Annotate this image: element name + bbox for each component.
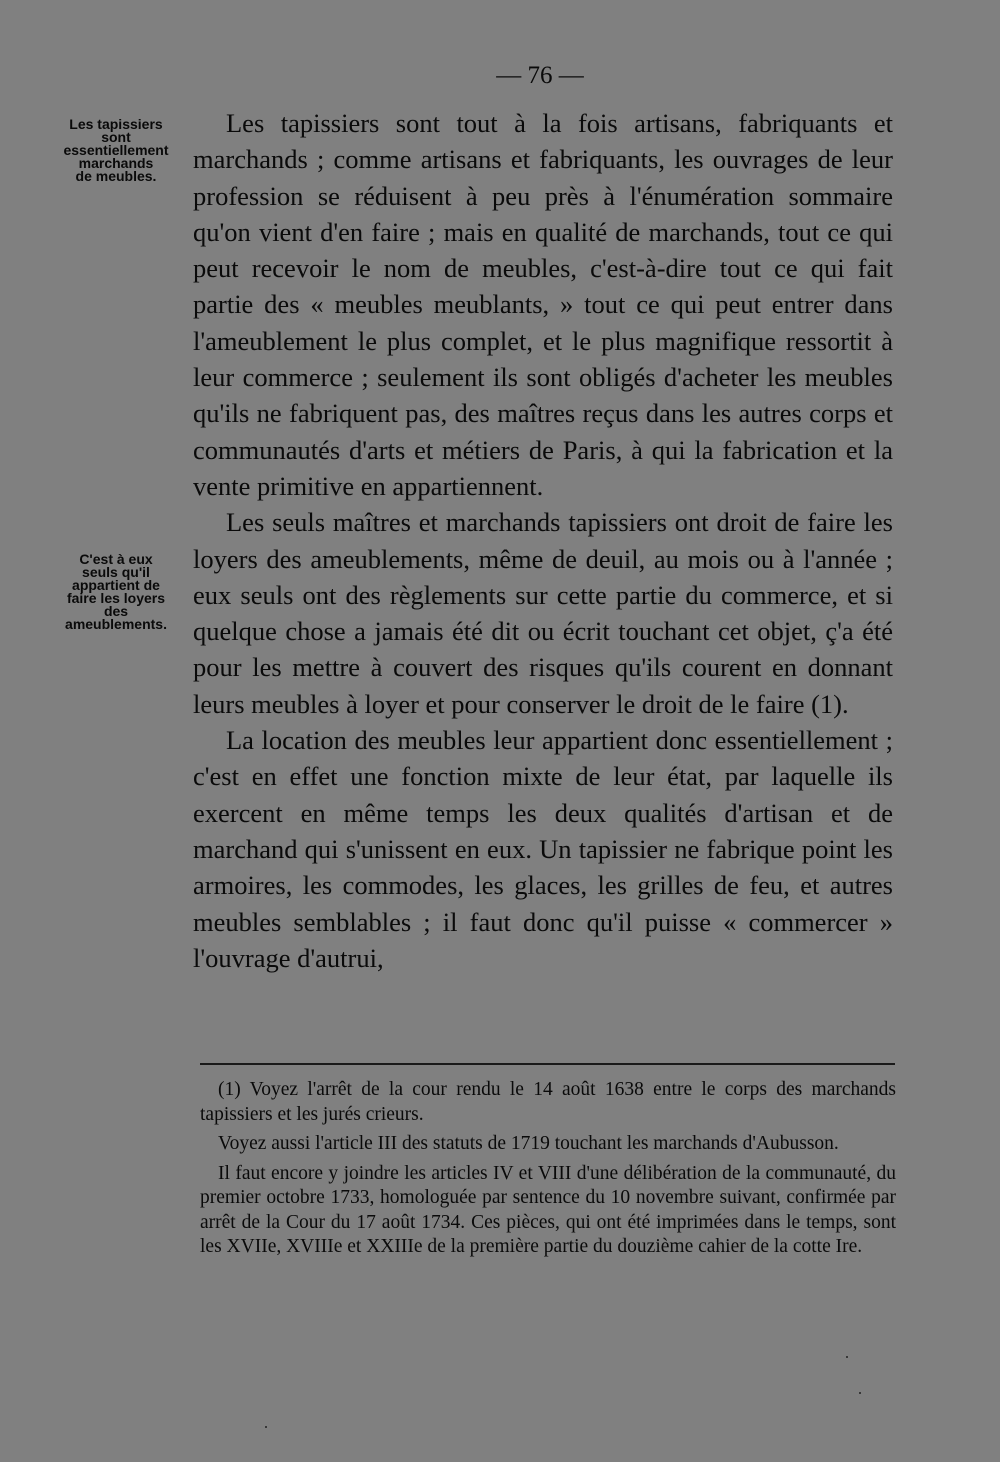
footnote: Voyez aussi l'article III des statuts de 1719 touchant les marchands d'Aubusson. xyxy=(218,1133,839,1154)
margin-note-line: de meubles. xyxy=(75,168,157,184)
body-text xyxy=(193,105,893,976)
margin-note-line: appartient de xyxy=(72,577,160,593)
margin-note-line: marchands xyxy=(78,155,154,171)
margin-note-tapissiers-marchands xyxy=(46,118,186,183)
footnote-separator xyxy=(200,1063,895,1065)
body-paragraph: La location des meubles leur appartient donc essentiellement ; c'est en effet une fonction mixte de leur état, par laquelle ils exercent en même temps les deux qualités d'artisan et de marchand qui s'unissent en eux. Un tapissier ne fabrique point les armoires, les commodes, les glaces, les grilles de feu, et autres meubles semblables ; il faut donc qu'il puisse « commercer » l'ouvrage d'autrui, xyxy=(193,725,893,973)
margin-note-line: seuls qu'il xyxy=(82,564,150,580)
margin-note-line: essentiellement xyxy=(63,142,169,158)
paper-speck xyxy=(859,1392,861,1394)
page-number: — 76 — xyxy=(496,62,584,89)
footnote: Il faut encore y joindre les articles IV et VIII d'une délibération de la communauté, du premier octobre 1733, homologuée par sentence du 10 novembre suivant, confirmée par arrêt de la Cour du 17 août 1734. Ces pièces, qui ont été imprimées dans le temps, sont les XVIIe, XVIIIe et XXIIIe de la première partie du douzième cahier de la cotte Ire. xyxy=(200,1162,896,1257)
margin-note-line: Les tapissiers xyxy=(69,116,163,132)
body-paragraph: Les seuls maîtres et marchands tapissiers ont droit de faire les loyers des ameublements, même de deuil, au mois ou à l'année ; eux seuls ont des règlements sur cette partie du commerce, et si quelque chose a jamais été dit ou écrit touchant cet objet, ç'a été pour les mettre à couvert des risques qu'ils courent en donnant leurs meubles à loyer et pour conserver le droit de le faire (1). xyxy=(193,507,893,719)
margin-note-line: faire les loyers xyxy=(66,590,166,606)
footnote: (1) Voyez l'arrêt de la cour rendu le 14 août 1638 entre le corps des marchands tapissiers et les jurés crieurs. xyxy=(200,1079,896,1125)
margin-note-loyers-ameublements xyxy=(46,553,186,631)
paper-speck xyxy=(265,1426,267,1428)
paper-speck xyxy=(846,1356,848,1358)
margin-note-line: sont xyxy=(101,129,131,145)
margin-note-line: ameublements. xyxy=(65,616,167,632)
margin-note-line: C'est à eux xyxy=(79,551,153,567)
margin-note-line: des xyxy=(103,603,129,619)
footnotes xyxy=(200,1078,896,1265)
body-paragraph: Les tapissiers sont tout à la fois artisans, fabriquants et marchands ; comme artisans et fabriquants, les ouvrages de leur profession se réduisent à peu près à l'énumération sommaire qu'on vient d'en faire ; mais en qualité de marchands, tout ce qui peut recevoir le nom de meubles, c'est-à-dire tout ce qui fait partie des « meubles meublants, » tout ce qui peut entrer dans l'ameublement le plus complet, et le plus magnifique ressortit à leur commerce ; seulement ils sont obligés d'acheter les meubles qu'ils ne fabriquent pas, des maîtres reçus dans les autres corps et communautés d'arts et métiers de Paris, à qui la fabrication et la vente primitive en appartiennent. xyxy=(193,108,893,501)
